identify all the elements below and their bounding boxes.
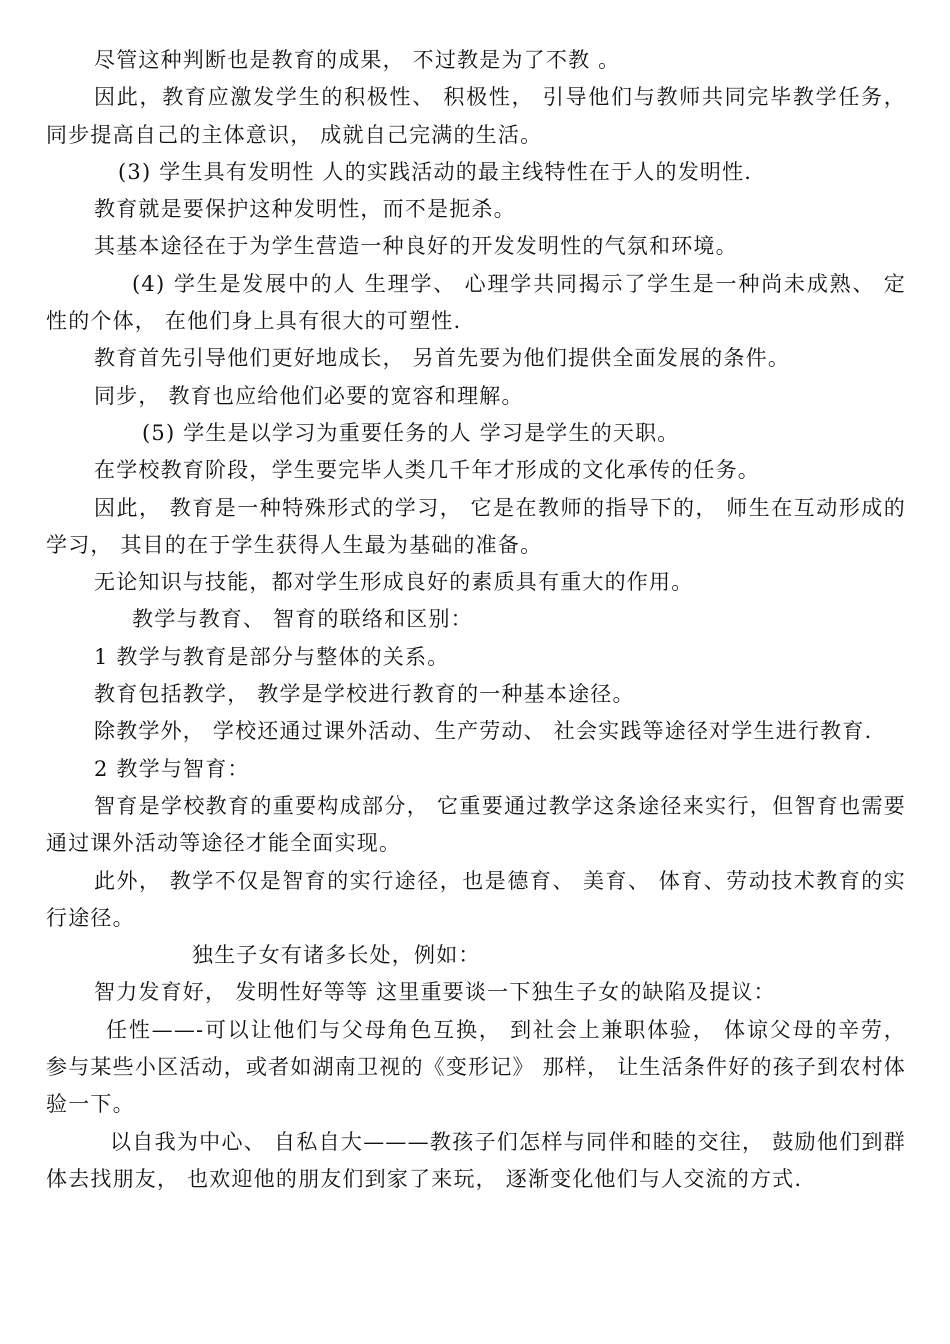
- paragraph-14: 1 教学与教育是部分与整体的关系。: [94, 644, 450, 669]
- paragraph-21: 智力发育好， 发明性好等等 这里重要谈一下独生子女的缺陷及提议：: [94, 980, 776, 1005]
- paragraph-17: 2 教学与智育：: [94, 756, 250, 781]
- paragraph-8: 同步， 教育也应给他们必要的宽容和理解。: [94, 383, 524, 408]
- document-page: [46, 42, 906, 1198]
- paragraph-11: 因此， 教育是一种特殊形式的学习， 它是在教师的指导下的， 师生在互动形成的学习， 其目的在于学生获得人生最为基础的准备。: [46, 495, 906, 557]
- paragraph-15: 教育包括教学， 教学是学校进行教育的一种基本途径。: [94, 682, 635, 707]
- paragraph-1: 尽管这种判断也是教育的成果， 不过教是为了不教 。: [94, 48, 621, 72]
- paragraph-5: 其基本途径在于为学生营造一种良好的开发发明性的气氛和环境。: [94, 234, 738, 259]
- paragraph-12: 无论知识与技能，都对学生形成良好的素质具有重大的作用。: [94, 570, 694, 595]
- paragraph-10: 在学校教育阶段，学生要完毕人类几千年才形成的文化承传的任务。: [94, 458, 760, 483]
- paragraph-7: 教育首先引导他们更好地成长， 另首先要为他们提供全面发展的条件。: [94, 346, 791, 371]
- section-heading-teaching-education: 教学与教育、 智育的联络和区别：: [132, 607, 473, 632]
- paragraph-9: (5) 学生是以学习为重要任务的人 学习是学生的天职。: [142, 420, 680, 445]
- paragraph-4: 教育就是要保护这种发明性，而不是扼杀。: [94, 197, 516, 222]
- paragraph-6: (4) 学生是发展中的人 生理学、 心理学共同揭示了学生是一种尚未成熟、 定性的个体， 在他们身上具有很大的可塑性.: [46, 271, 906, 334]
- paragraph-16: 除教学外， 学校还通过课外活动、生产劳动、 社会实践等途径对学生进行教育.: [94, 719, 873, 744]
- paragraph-19: 此外， 教学不仅是智育的实行途径，也是德育、 美育、 体育、劳动技术教育的实行途径。: [46, 868, 906, 930]
- section-heading-only-child: 独生子女有诸多长处，例如：: [192, 943, 481, 968]
- paragraph-3: (3) 学生具有发明性 人的实践活动的最主线特性在于人的发明性.: [118, 159, 753, 184]
- paragraph-23: 以自我为中心、 自私自大———教孩子们怎样与同伴和睦的交往， 鼓励他们到群体去找朋友， 也欢迎他的朋友们到家了来玩， 逐渐变化他们与人交流的方式.: [46, 1129, 906, 1191]
- paragraph-2: 因此，教育应激发学生的积极性、 积极性， 引导他们与教师共同完毕教学任务， 同步提高自己的主体意识， 成就自己完满的生活。: [46, 85, 906, 147]
- paragraph-22: 任性——-可以让他们与父母角色互换， 到社会上兼职体验， 体谅父母的辛劳， 参与某些小区活动，或者如湖南卫视的《变形记》 那样， 让生活条件好的孩子到农村体验一下。: [46, 1017, 906, 1117]
- paragraph-18: 智育是学校教育的重要构成部分， 它重要通过教学这条途径来实行，但智育也需要通过课外活动等途径才能全面实现。: [46, 793, 906, 856]
